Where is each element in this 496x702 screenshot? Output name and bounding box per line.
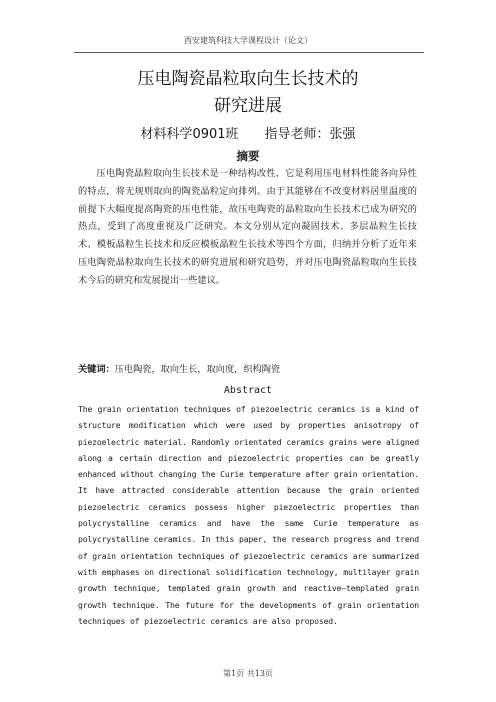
paper-title-line-2: 研究进展 — [214, 96, 282, 116]
class-name: 材料科学0901班 — [140, 127, 239, 142]
author-line — [0, 123, 496, 142]
keywords-value: 压电陶瓷，取向生长，取向度，织构陶瓷 — [114, 364, 281, 375]
keywords-label: 关键词： — [78, 364, 115, 375]
page-footer: 第1页 共13页 — [223, 669, 273, 678]
abstract-zh-body: 压电陶瓷晶粒取向生长技术是一种结构改性，它是利用压电材料性能各向异性的特点，将无规则取向的陶瓷晶粒定向排列。由于其能够在不改变材料居里温度的前提下大幅度提高陶瓷的压电性能，故压电陶瓷的晶粒取向生长技术已成为研究的热点，受到了高度重视及广泛研究。本文分别从定向凝固技术、多层晶粒生长技术、模板晶粒生长技术和反应模板晶粒生长技术等四个方面，归纳并分析了近年来压电陶瓷晶粒取向生长技术的研究进展和研究趋势，并对压电陶瓷晶粒取向生长技术今后的研究和发展提出一些建议。 — [78, 168, 417, 286]
page-header: 西安建筑科技大学课程设计（论文） — [184, 36, 312, 45]
header-divider — [74, 52, 424, 53]
advisor-name: 指导老师：张强 — [264, 127, 356, 142]
keywords — [78, 363, 417, 377]
paper-title-line-1: 压电陶瓷晶粒取向生长技术的 — [137, 69, 359, 89]
abstract-zh-heading: 摘要 — [236, 149, 260, 163]
abstract-en-body: The grain orientation techniques of piezoelectric ceramics is a kind of structure modification which were used by properties anisotropy of piezoelectric material. Randomly orientated ceramics grains were aligned along a certain direction and piezoelectric properties can be greatly enhanced without changing the Curie temperature after grain orientation. It have attracted considerable attention because the grain oriented piezoelectric ceramics possess higher piezoelectric properties than polycrystalline ceramics and have the same Curie temperature as polycrystalline ceramics. In this paper, the research progress and trend of grain orientation techniques of piezoelectric ceramics are summarized with emphases on directional solidification technology, multilayer grain growth technique, templated grain growth and reactive—templated grain growth technique. The future for the developments of grain orientation techniques of piezoelectric ceramics are also proposed. — [78, 404, 419, 626]
abstract-en-heading: Abstract — [223, 385, 273, 396]
